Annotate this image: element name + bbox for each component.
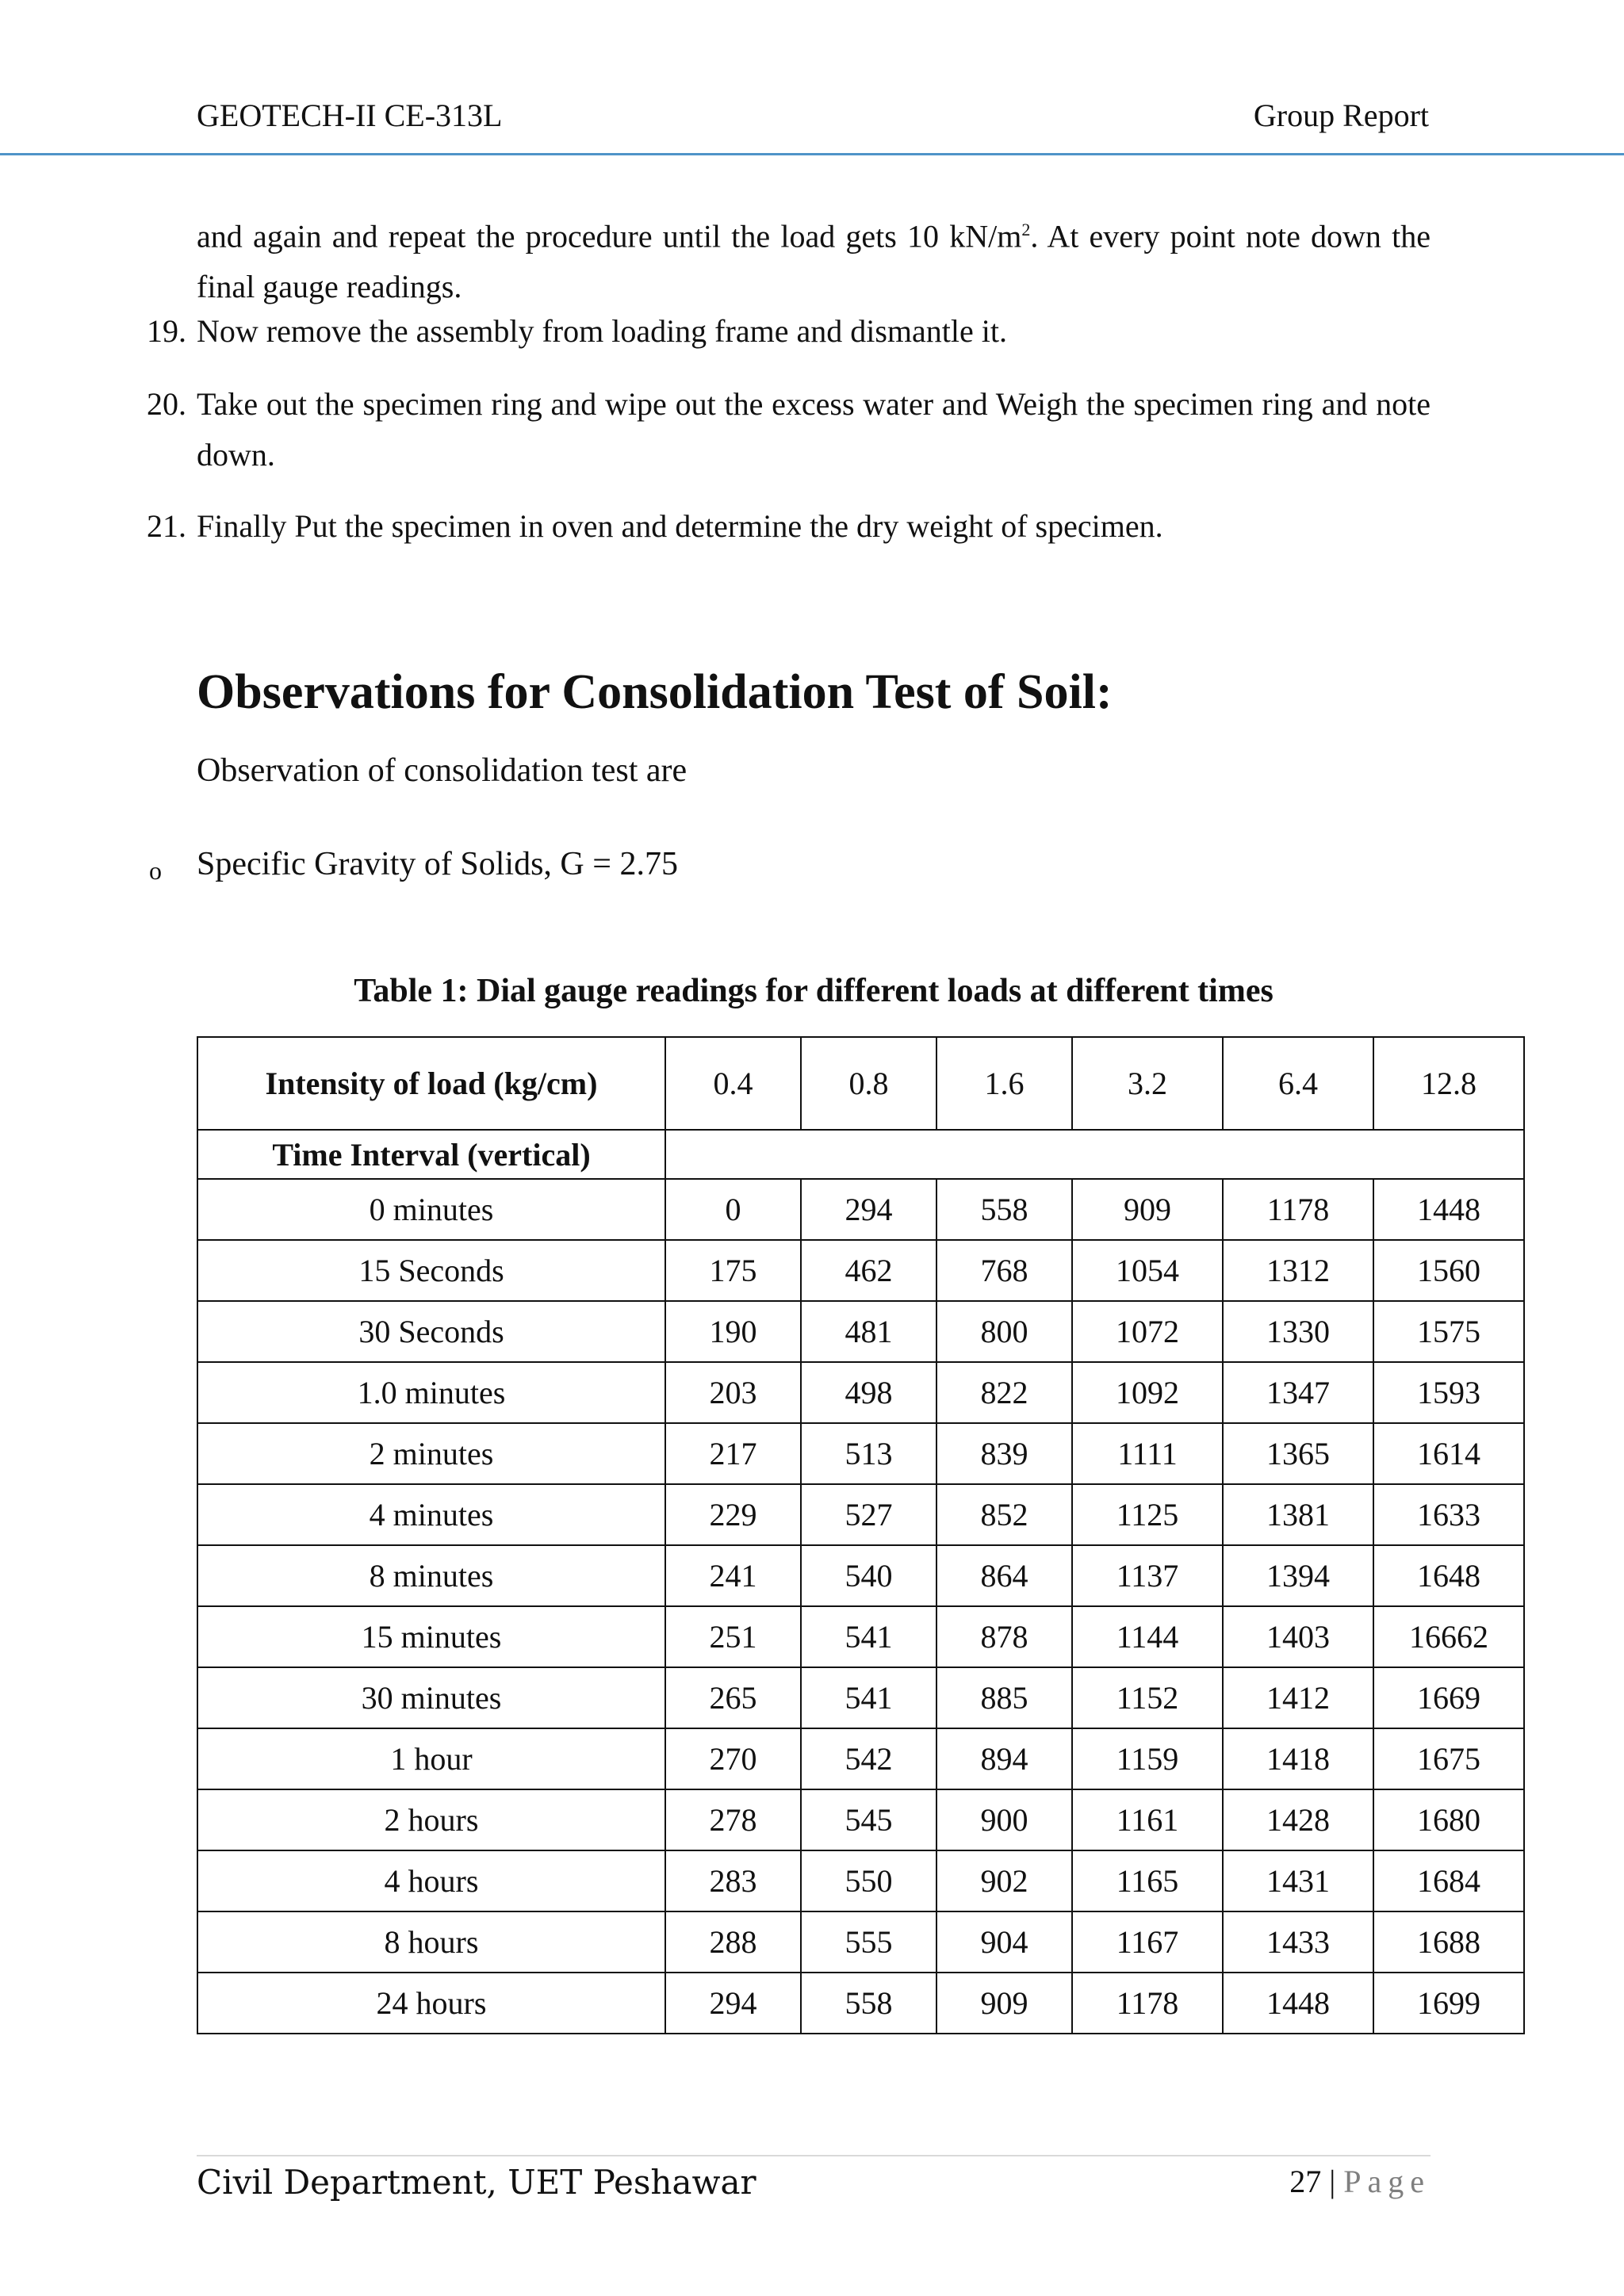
page-separator: | — [1321, 2164, 1344, 2199]
reading-cell: 1431 — [1223, 1850, 1373, 1911]
time-cell: 30 minutes — [197, 1667, 665, 1728]
reading-cell: 283 — [665, 1850, 801, 1911]
reading-cell: 1054 — [1072, 1240, 1223, 1301]
table-row — [197, 1728, 1524, 1789]
table-row — [197, 1911, 1524, 1973]
reading-cell: 288 — [665, 1911, 801, 1973]
header-divider — [0, 153, 1624, 155]
load-cell: 3.2 — [1072, 1037, 1223, 1130]
time-cell: 15 Seconds — [197, 1240, 665, 1301]
time-cell: 4 hours — [197, 1850, 665, 1911]
reading-cell: 878 — [936, 1606, 1072, 1667]
load-cell: 1.6 — [936, 1037, 1072, 1130]
step-number: 20. — [147, 386, 186, 422]
continuation-text-b: . At every point note down the final gauge readings. — [197, 218, 1431, 305]
table-row — [197, 1789, 1524, 1850]
table-body — [197, 1179, 1524, 2034]
reading-cell: 229 — [665, 1484, 801, 1545]
reading-cell: 822 — [936, 1362, 1072, 1423]
reading-cell: 1125 — [1072, 1484, 1223, 1545]
reading-cell: 909 — [936, 1973, 1072, 2034]
table-row — [197, 1606, 1524, 1667]
reading-cell: 1178 — [1223, 1179, 1373, 1240]
reading-cell: 1648 — [1373, 1545, 1524, 1606]
reading-cell: 16662 — [1373, 1606, 1524, 1667]
reading-cell: 1403 — [1223, 1606, 1373, 1667]
procedure-continuation — [197, 205, 1431, 312]
reading-cell: 1152 — [1072, 1667, 1223, 1728]
reading-cell: 527 — [801, 1484, 936, 1545]
table-row — [197, 1484, 1524, 1545]
reading-cell: 800 — [936, 1301, 1072, 1362]
reading-cell: 1394 — [1223, 1545, 1373, 1606]
reading-cell: 558 — [801, 1973, 936, 2034]
load-cell: 12.8 — [1373, 1037, 1524, 1130]
reading-cell: 541 — [801, 1667, 936, 1728]
reading-cell: 1111 — [1072, 1423, 1223, 1484]
reading-cell: 203 — [665, 1362, 801, 1423]
reading-cell: 251 — [665, 1606, 801, 1667]
reading-cell: 1633 — [1373, 1484, 1524, 1545]
reading-cell: 894 — [936, 1728, 1072, 1789]
reading-cell: 265 — [665, 1667, 801, 1728]
footer-page-number — [1289, 2163, 1431, 2200]
reading-cell: 294 — [801, 1179, 936, 1240]
reading-cell: 1137 — [1072, 1545, 1223, 1606]
time-cell: 8 hours — [197, 1911, 665, 1973]
table-row — [197, 1362, 1524, 1423]
reading-cell: 1312 — [1223, 1240, 1373, 1301]
reading-cell: 1092 — [1072, 1362, 1223, 1423]
reading-cell: 1684 — [1373, 1850, 1524, 1911]
table-row — [197, 1240, 1524, 1301]
table-row — [197, 1545, 1524, 1606]
reading-cell: 864 — [936, 1545, 1072, 1606]
reading-cell: 1072 — [1072, 1301, 1223, 1362]
load-cell: 0.4 — [665, 1037, 801, 1130]
reading-cell: 278 — [665, 1789, 801, 1850]
reading-cell: 541 — [801, 1606, 936, 1667]
time-cell: 8 minutes — [197, 1545, 665, 1606]
dial-gauge-table — [197, 1036, 1525, 2034]
reading-cell: 885 — [936, 1667, 1072, 1728]
reading-cell: 909 — [1072, 1179, 1223, 1240]
reading-cell: 498 — [801, 1362, 936, 1423]
table-row — [197, 1667, 1524, 1728]
footer-divider — [197, 2155, 1431, 2156]
reading-cell: 852 — [936, 1484, 1072, 1545]
load-cell: 0.8 — [801, 1037, 936, 1130]
section-heading: Observations for Consolidation Test of Soil: — [197, 665, 1113, 719]
time-cell: 2 hours — [197, 1789, 665, 1850]
header-course-title: GEOTECH-II CE-313L — [197, 98, 503, 133]
time-header-cell: Time Interval (vertical) — [197, 1130, 665, 1179]
reading-cell: 1167 — [1072, 1911, 1223, 1973]
reading-cell: 1347 — [1223, 1362, 1373, 1423]
reading-cell: 1669 — [1373, 1667, 1524, 1728]
reading-cell: 904 — [936, 1911, 1072, 1973]
reading-cell: 545 — [801, 1789, 936, 1850]
reading-cell: 1448 — [1373, 1179, 1524, 1240]
specific-gravity-item: Specific Gravity of Solids, G = 2.75 — [197, 846, 678, 882]
footer-department: Civil Department, UET Peshawar — [197, 2163, 756, 2202]
reading-cell: 902 — [936, 1850, 1072, 1911]
reading-cell: 1161 — [1072, 1789, 1223, 1850]
reading-cell: 217 — [665, 1423, 801, 1484]
reading-cell: 1178 — [1072, 1973, 1223, 2034]
reading-cell: 540 — [801, 1545, 936, 1606]
time-cell: 1.0 minutes — [197, 1362, 665, 1423]
reading-cell: 768 — [936, 1240, 1072, 1301]
reading-cell: 1448 — [1223, 1973, 1373, 2034]
time-cell: 24 hours — [197, 1973, 665, 2034]
reading-cell: 1418 — [1223, 1728, 1373, 1789]
time-cell: 0 minutes — [197, 1179, 665, 1240]
reading-cell: 1688 — [1373, 1911, 1524, 1973]
reading-cell: 1159 — [1072, 1728, 1223, 1789]
time-cell: 2 minutes — [197, 1423, 665, 1484]
table-row — [197, 1850, 1524, 1911]
header-report-label: Group Report — [1253, 98, 1429, 133]
table-row — [197, 1423, 1524, 1484]
reading-cell: 1575 — [1373, 1301, 1524, 1362]
reading-cell: 1680 — [1373, 1789, 1524, 1850]
table-caption: Table 1: Dial gauge readings for different loads at different times — [354, 973, 1274, 1009]
reading-cell: 1365 — [1223, 1423, 1373, 1484]
reading-cell: 270 — [665, 1728, 801, 1789]
reading-cell: 1560 — [1373, 1240, 1524, 1301]
reading-cell: 1165 — [1072, 1850, 1223, 1911]
load-cell: 6.4 — [1223, 1037, 1373, 1130]
step-number: 19. — [147, 313, 186, 349]
table-row — [197, 1973, 1524, 2034]
reading-cell: 1330 — [1223, 1301, 1373, 1362]
reading-cell: 241 — [665, 1545, 801, 1606]
reading-cell: 542 — [801, 1728, 936, 1789]
reading-cell: 462 — [801, 1240, 936, 1301]
reading-cell: 1433 — [1223, 1911, 1373, 1973]
reading-cell: 0 — [665, 1179, 801, 1240]
page-number: 27 — [1289, 2164, 1322, 2199]
table-row — [197, 1301, 1524, 1362]
continuation-text-a: and again and repeat the procedure until the load gets 10 kN/m — [197, 218, 1022, 254]
reading-cell: 1412 — [1223, 1667, 1373, 1728]
time-cell: 1 hour — [197, 1728, 665, 1789]
reading-cell: 558 — [936, 1179, 1072, 1240]
reading-cell: 1699 — [1373, 1973, 1524, 2034]
step-text: Now remove the assembly from loading frame and dismantle it. — [197, 313, 1007, 349]
reading-cell: 1675 — [1373, 1728, 1524, 1789]
reading-cell: 175 — [665, 1240, 801, 1301]
reading-cell: 513 — [801, 1423, 936, 1484]
section-intro: Observation of consolidation test are — [197, 752, 688, 789]
time-cell: 4 minutes — [197, 1484, 665, 1545]
unit-superscript: 2 — [1021, 220, 1031, 239]
reading-cell: 1428 — [1223, 1789, 1373, 1850]
reading-cell: 190 — [665, 1301, 801, 1362]
step-text: Take out the specimen ring and wipe out the excess water and Weigh the specimen ring and note down. — [197, 386, 1431, 473]
reading-cell: 555 — [801, 1911, 936, 1973]
time-header-row — [197, 1130, 1524, 1179]
load-header-row — [197, 1037, 1524, 1130]
reading-cell: 1593 — [1373, 1362, 1524, 1423]
table-row — [197, 1179, 1524, 1240]
reading-cell: 900 — [936, 1789, 1072, 1850]
time-cell: 15 minutes — [197, 1606, 665, 1667]
step-number: 21. — [147, 508, 186, 544]
reading-cell: 1144 — [1072, 1606, 1223, 1667]
reading-cell: 839 — [936, 1423, 1072, 1484]
reading-cell: 550 — [801, 1850, 936, 1911]
step-text: Finally Put the specimen in oven and determine the dry weight of specimen. — [197, 508, 1163, 544]
reading-cell: 1614 — [1373, 1423, 1524, 1484]
time-cell: 30 Seconds — [197, 1301, 665, 1362]
reading-cell: 481 — [801, 1301, 936, 1362]
reading-cell: 294 — [665, 1973, 801, 2034]
reading-cell: 1381 — [1223, 1484, 1373, 1545]
bullet-marker: o — [149, 856, 162, 885]
time-header-spacer — [665, 1130, 1524, 1179]
load-header-cell: Intensity of load (kg/cm) — [197, 1037, 665, 1130]
page-label: Page — [1343, 2164, 1431, 2199]
